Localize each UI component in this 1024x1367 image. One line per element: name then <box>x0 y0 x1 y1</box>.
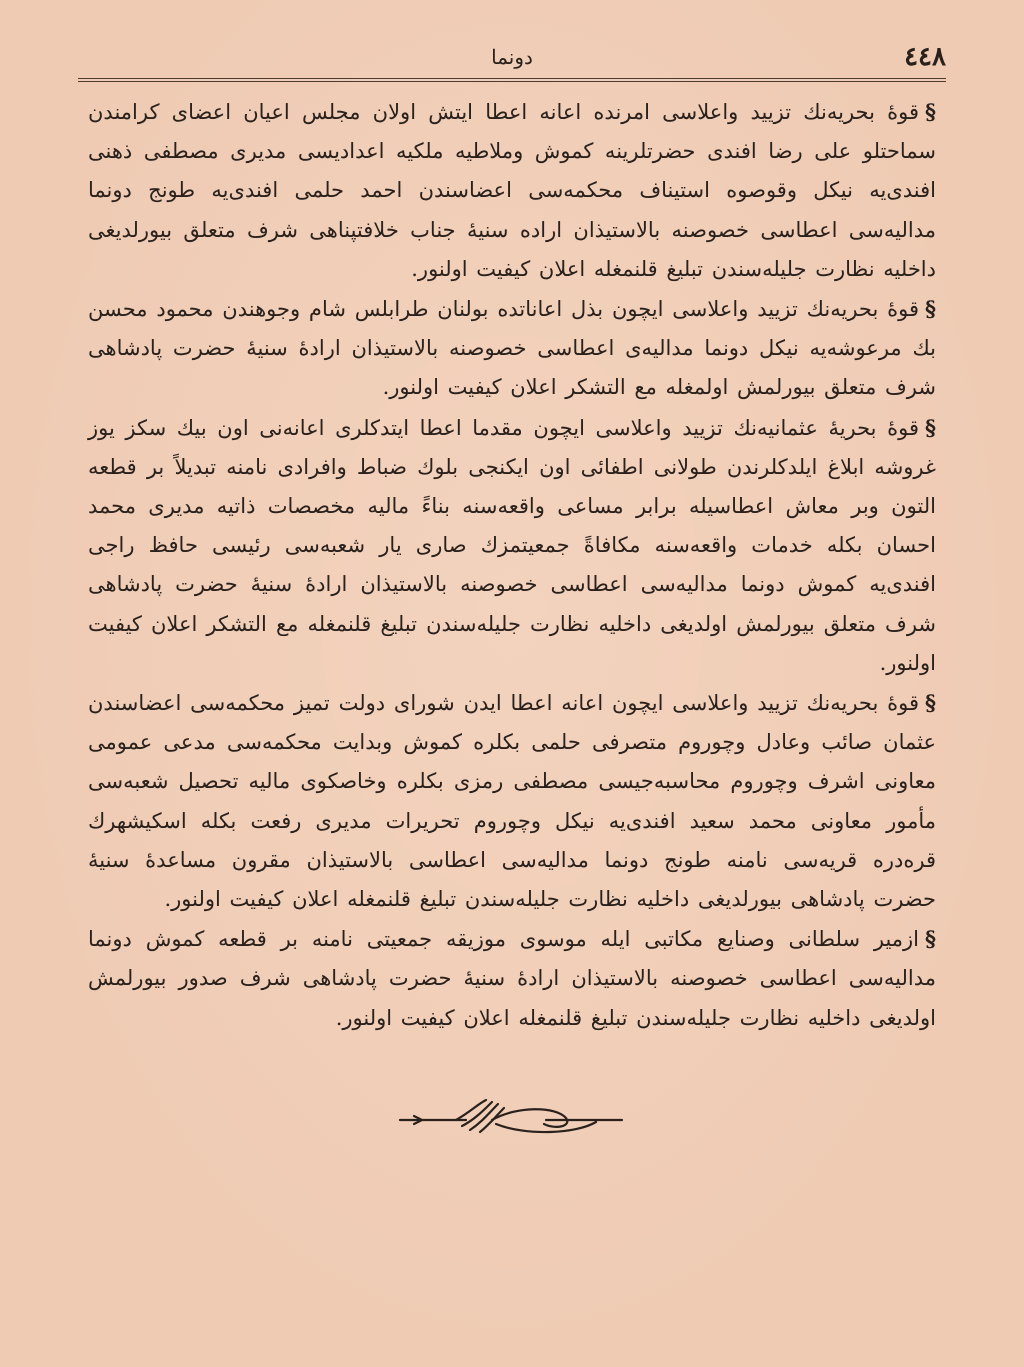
paragraph-text: قوۀ بحریه‌نك تزیید واعلاسی امرنده اعانه اعطا ایتش اولان مجلس اعیان اعضای کرامندن سماحتلو علی رضا افندی حضرتلرینه کموش وملاطیه ملکیه اعدادیسی مدیری مصطفی ذهنی افندی‌یه نیکل وقوصوه استیناف محکمه‌سی اعضاسندن احمد حلمی افندی‌یه طونج دونما مدالیه‌سی اعطاسی خصوصنه بالاستیذان اراده سنیۀ جناب خلافتپناهی شرف متعلق بیورلدیغی داخلیه نظارت جلیله‌سندن تبلیغ قلنمغله اعلان کیفیت اولنور. <box>88 100 936 281</box>
running-title: دونما <box>491 45 533 69</box>
section-mark: § <box>925 926 936 952</box>
page-number: ٤٤٨ <box>904 42 946 72</box>
paragraph-5 <box>88 919 936 1038</box>
section-mark: § <box>925 414 936 440</box>
paragraph-1 <box>88 92 936 289</box>
paragraph-3 <box>88 408 936 683</box>
section-mark: § <box>925 99 936 124</box>
page-header <box>78 40 946 76</box>
paragraph-text: قوۀ بحریه‌نك تزیید واعلاسی ایچون اعانه اعطا ایدن شورای دولت تمیز محکمه‌سی اعضاسندن عثمان صائب وعادل وچوروم متصرفی حلمی بکلره کموش وبدایت محکمه‌سی مدعی عمومی معاونی اشرف وچوروم محاسبه‌جیسی مصطفی رمزی بکلره وخاصکوی مالیه تحصیل شعبه‌سی مأمور معاونی محمد سعید افندی‌یه نیکل وچوروم تحریرات مدیری رفعت بکله اسکیشهرك قره‌دره قریه‌سی نامنه طونج دونما مدالیه‌سی اعطاسی بالاستیذان مقرون مساعدۀ سنیۀ حضرت پادشاهی بیورلدیغی داخلیه نظارت جلیله‌سندن تبلیغ قلنمغله اعلان کیفیت اولنور. <box>88 691 936 912</box>
body-text <box>88 92 936 1038</box>
paragraph-text: ازمیر سلطانی وصنایع مکاتبی ایله موسوی موزیقه جمعیتی نامنه بر قطعه کموش دونما مدالیه‌سی اعطاسی خصوصنه بالاستیذان ارادۀ سنیۀ حضرت پادشاهی شرف صدور بیورلمش اولدیغی داخلیه نظارت جلیله‌سندن تبلیغ قلنمغله اعلان کیفیت اولنور. <box>88 927 936 1030</box>
paragraph-4 <box>88 683 936 919</box>
header-rule <box>78 78 946 82</box>
flourish-ornament-icon <box>396 1096 626 1142</box>
paragraph-text: قوۀ بحریه‌نك تزیید واعلاسی ایچون بذل اعاناتده بولنان طرابلس شام وجوهندن محمود محسن بك مرعوشه‌یه نیکل دونما مدالیه‌ی اعطاسی خصوصنه بالاستیذان ارادۀ سنیۀ حضرت پادشاهی شرف متعلق بیورلمش اولمغله مع التشکر اعلان کیفیت اولنور. <box>88 297 936 400</box>
section-mark: § <box>925 690 936 716</box>
paragraph-2 <box>88 289 936 408</box>
paragraph-text: قوۀ بحریۀ عثمانیه‌نك تزیید واعلاسی ایچون مقدما اعطا ایتدکلری اعانه‌نی اون بیك سکز یوز غروشه ابلاغ ایلدکلرندن طولانی اطفائی اون ایکنجی بلوك ضباط وافرادی نامنه تبدیلاً بر قطعه التون وبر معاش اعطاسیله برابر مساعی واقعه‌سنه بناءً مالیه مخصصات ذاتیه مدیری محمد احسان بکله خدمات واقعه‌سنه مکافاةً جمعیتمزك صاری یار شعبه‌سی رئیسی حافظ راجی افندی‌یه کموش دونما مدالیه‌سی اعطاسی خصوصنه بالاستیذان ارادۀ سنیۀ حضرت پادشاهی شرف متعلق بیورلمش اولدیغی داخلیه نظارت جلیله‌سندن تبلیغ قلنمغله مع التشکر اعلان کیفیت اولنور. <box>88 415 936 675</box>
section-mark: § <box>925 296 936 322</box>
